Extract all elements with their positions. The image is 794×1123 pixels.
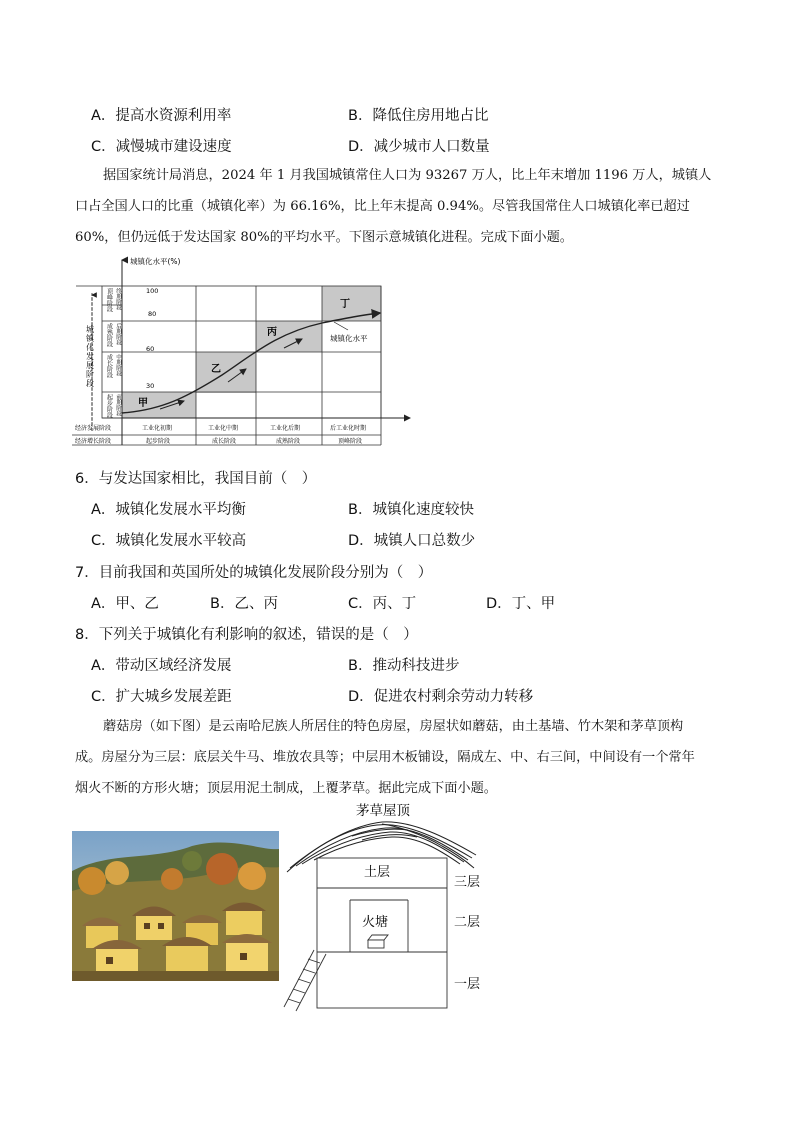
passage2-line1: 蘑菇房（如下图）是云南哈尼族人所居住的特色房屋，房屋状如蘑菇，由土基墙、竹木架和茅草顶构 [103,719,684,734]
mushroom-house-diagram [282,800,502,1015]
passage1-line3: 60%，但仍远低于发达国家 80%的平均水平。下图示意城镇化进程。完成下面小题。 [75,230,573,245]
sub-stage-late: 后期阶段 [115,323,121,345]
row2-cell-4: 顶峰阶段 [338,438,363,445]
q5-option-c: C．减慢城市建设速度 [91,139,232,155]
q8-option-c: C．扩大城乡发展差距 [91,689,232,705]
passage1-line2: 口占全国人口的比重（城镇化率）为 66.16%，比上年末提高 0.94%。尽管我国常住人口城镇化率已超过 [75,199,690,214]
q8-option-d: D．促进农村剩余劳动力转移 [348,689,534,705]
stage-growth: 成长阶段 [105,354,113,378]
ladder-icon [284,950,326,1011]
label-fire-pit: 火塘 [362,915,389,930]
q7-option-c: C．丙、丁 [348,596,417,612]
q7-option-b: B．乙、丙 [210,596,278,612]
sub-stage-early: 前期阶段 [115,394,121,416]
q8-stem: 8．下列关于城镇化有利影响的叙述，错误的是（ ） [75,627,418,643]
label-jia: 甲 [138,398,148,409]
label-floor3: 三层 [454,875,481,890]
stage-box-ding [322,286,381,321]
passage2-line3: 烟火不断的方形火塘；顶层用泥土制成，上覆茅草。据此完成下面小题。 [75,781,497,796]
row1-label: 经济发展阶段 [75,425,112,432]
passage-mushroom-house [75,711,725,804]
q6-stem: 6．与发达国家相比，我国目前（ ） [75,471,317,487]
urbanization-process-diagram [72,255,412,450]
label-floor2: 二层 [454,915,481,930]
curve-label: 城镇化水平 [330,334,368,343]
row1-cell-4: 后工业化时期 [330,425,367,432]
stage-mature: 成熟阶段 [105,323,113,347]
row2-cell-1: 起步阶段 [146,438,171,445]
label-bing: 丙 [267,327,277,338]
row2-label: 经济增长阶段 [75,438,112,445]
q7-option-a: A．甲、乙 [91,596,159,612]
q6-option-b: B．城镇化速度较快 [348,502,474,518]
tick-80: 80 [148,310,157,318]
q8-option-b: B．推动科技进步 [348,658,460,674]
tick-100: 100 [146,287,159,295]
row1-cell-3: 工业化后期 [270,425,301,432]
tick-60: 60 [146,345,155,353]
row1-cell-2: 工业化中期 [208,425,239,432]
row2-cell-2: 成长阶段 [212,438,237,445]
sub-stage-final: 终期阶段 [115,288,121,310]
passage2-line2: 成。房屋分为三层：底层关牛马、堆放农具等；中层用木板铺设，隔成左、中、右三间，中间设有一个常年 [75,750,695,765]
sub-stage-mid: 中期阶段 [115,354,121,376]
fire-pit-icon [368,935,388,948]
stage-peak: 顶峰阶段 [105,288,113,312]
side-title: 城镇化发展阶段 [85,325,95,388]
stage-start: 起步阶段 [105,394,113,418]
label-roof: 茅草屋顶 [356,803,410,819]
label-ding: 丁 [340,299,350,310]
q8-option-a: A．带动区域经济发展 [91,658,232,674]
y-axis-title: 城镇化水平(%) [130,257,181,266]
q7-option-d: D．丁、甲 [486,596,556,612]
label-floor1: 一层 [454,977,481,992]
house-walls [317,858,447,1008]
q5-option-b: B．降低住房用地占比 [348,108,489,124]
q7-stem: 7．目前我国和英国所处的城镇化发展阶段分别为（ ） [75,565,433,581]
mushroom-house-photo [72,831,279,981]
passage1-line1: 据国家统计局消息，2024 年 1 月我国城镇常住人口为 93267 万人，比上年末增加 1196 万人，城镇人 [103,168,712,183]
row2-cell-3: 成熟阶段 [276,438,301,445]
q5-option-d: D．减少城市人口数量 [348,139,490,155]
row1-cell-1: 工业化初期 [142,425,173,432]
passage-urbanization [75,160,725,253]
q6-option-a: A．城镇化发展水平均衡 [91,502,246,518]
label-yi: 乙 [211,364,221,375]
q6-option-d: D．城镇人口总数少 [348,533,476,549]
q5-option-a: A．提高水资源利用率 [91,108,232,124]
label-soil-layer: 土层 [364,865,391,880]
tick-30: 30 [146,382,155,390]
q6-option-c: C．城镇化发展水平较高 [91,533,247,549]
